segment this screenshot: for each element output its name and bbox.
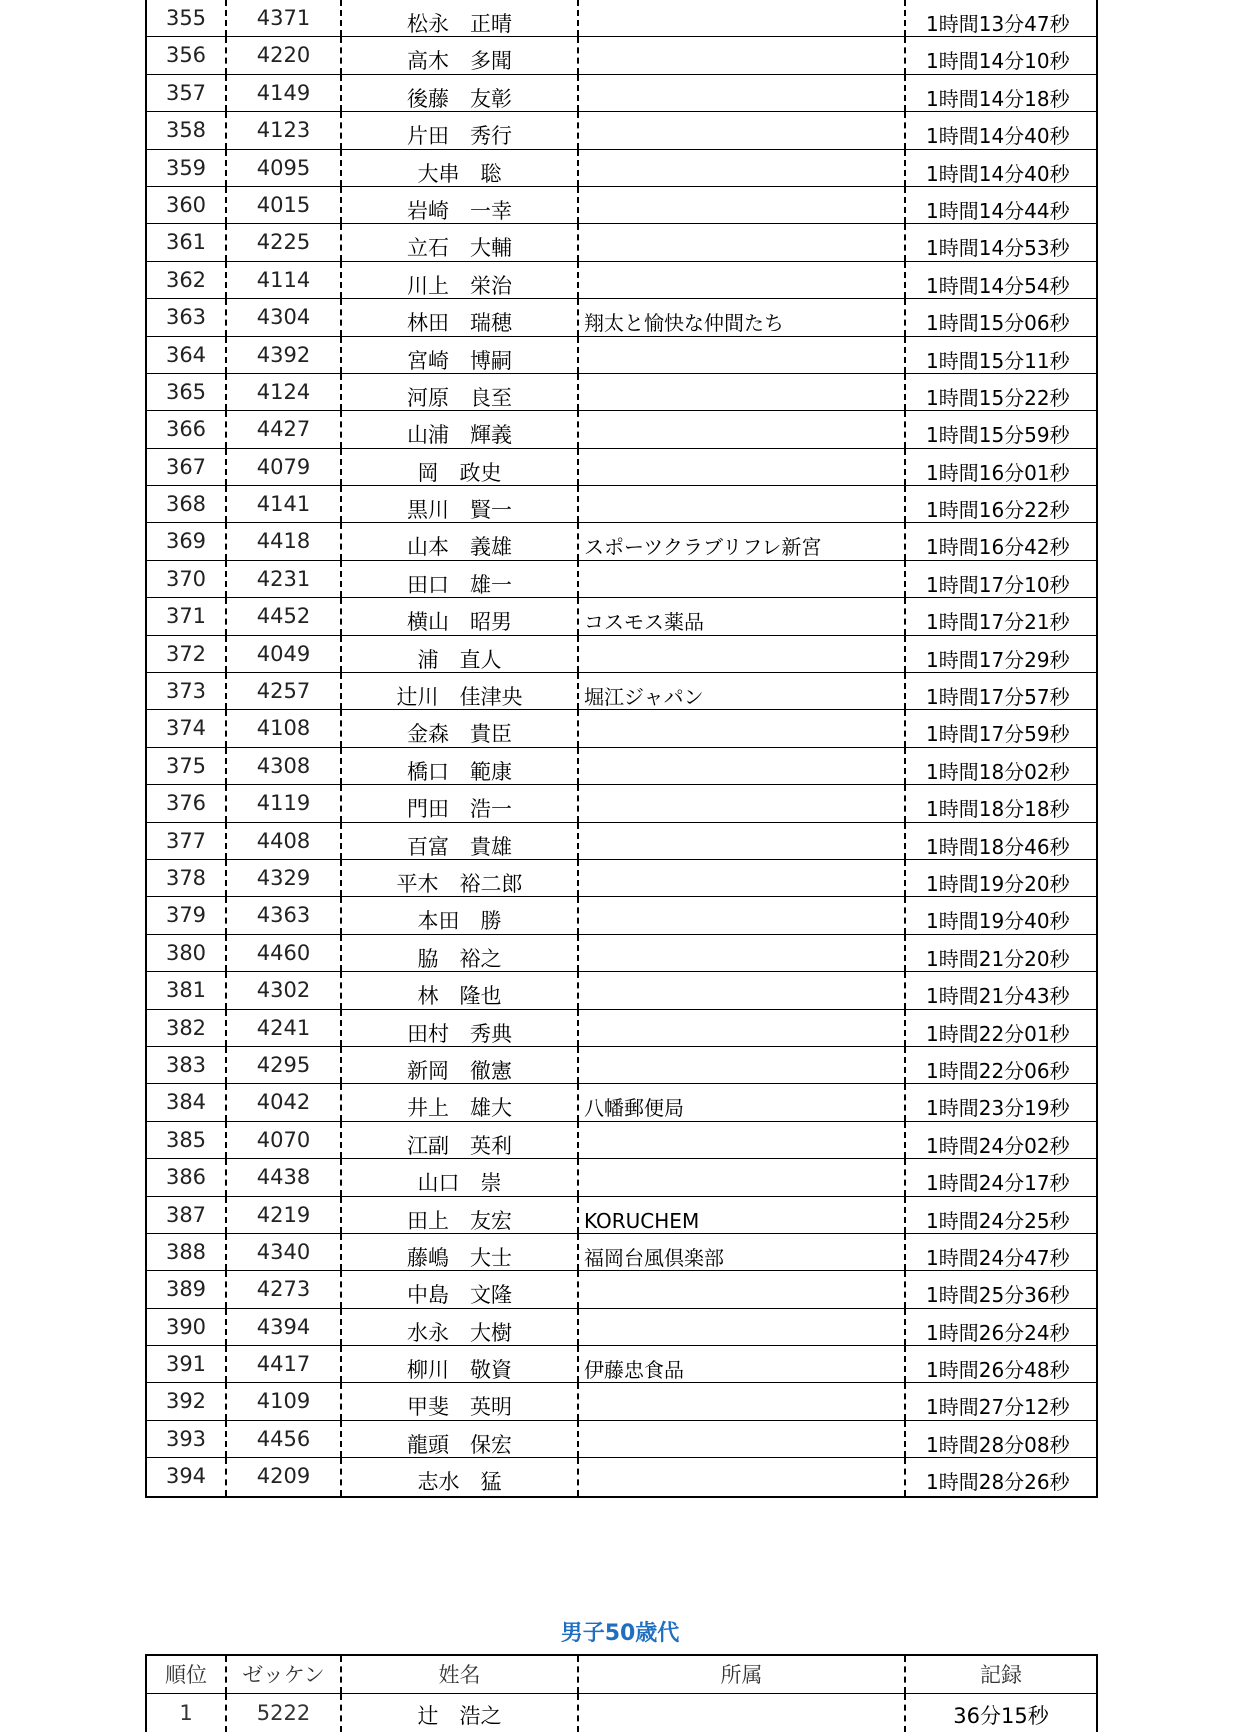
table-row bbox=[147, 1197, 1096, 1234]
bib-cell: 4427 bbox=[227, 411, 342, 447]
affiliation-cell bbox=[579, 187, 906, 223]
table-row bbox=[147, 374, 1096, 411]
rank-cell: 363 bbox=[147, 299, 227, 335]
section-table bbox=[145, 1654, 1098, 1732]
affiliation-cell: 八幡郵便局 bbox=[579, 1084, 906, 1120]
bib-cell: 4225 bbox=[227, 224, 342, 260]
time-cell: 1時間25分36秒 bbox=[926, 1283, 1070, 1308]
table-row bbox=[147, 523, 1096, 560]
name-cell: 中島 文隆 bbox=[342, 1271, 579, 1307]
rank-cell: 382 bbox=[147, 1010, 227, 1046]
time-cell: 1時間14分40秒 bbox=[926, 161, 1070, 186]
table-row bbox=[147, 972, 1096, 1009]
bib-cell: 4302 bbox=[227, 972, 342, 1008]
rank-cell: 386 bbox=[147, 1159, 227, 1195]
name-cell: 辻川 佳津央 bbox=[342, 673, 579, 709]
table-row bbox=[147, 1458, 1096, 1495]
time-cell: 1時間15分11秒 bbox=[926, 348, 1070, 373]
time-cell: 1時間22分06秒 bbox=[926, 1058, 1070, 1083]
rank-cell: 374 bbox=[147, 710, 227, 746]
rank-cell: 359 bbox=[147, 150, 227, 186]
rank-cell: 364 bbox=[147, 337, 227, 373]
rank-cell: 390 bbox=[147, 1309, 227, 1345]
bib-cell: 4257 bbox=[227, 673, 342, 709]
affiliation-cell bbox=[579, 1271, 906, 1307]
table-row bbox=[147, 224, 1096, 261]
bib-cell: 4308 bbox=[227, 748, 342, 784]
table-row bbox=[147, 1010, 1096, 1047]
name-cell: 柳川 敬資 bbox=[342, 1346, 579, 1382]
table-row bbox=[147, 75, 1096, 112]
table-row bbox=[147, 262, 1096, 299]
rank-cell: 391 bbox=[147, 1346, 227, 1382]
bib-cell: 4392 bbox=[227, 337, 342, 373]
section-title: 男子50歳代 bbox=[560, 1621, 680, 1646]
bib-cell: 4456 bbox=[227, 1421, 342, 1457]
table-row bbox=[147, 561, 1096, 598]
time-cell: 1時間27分12秒 bbox=[926, 1395, 1070, 1420]
affiliation-cell bbox=[579, 1047, 906, 1083]
rank-cell: 356 bbox=[147, 37, 227, 73]
bib-cell: 4304 bbox=[227, 299, 342, 335]
rank-cell: 371 bbox=[147, 598, 227, 634]
header-time: 記録 bbox=[980, 1663, 1022, 1687]
affiliation-cell: スポーツクラブリフレ新宮 bbox=[579, 523, 906, 559]
time-cell: 1時間15分22秒 bbox=[926, 385, 1070, 410]
name-cell: 宮崎 博嗣 bbox=[342, 337, 579, 373]
affiliation-cell bbox=[579, 374, 906, 410]
bib-cell: 4095 bbox=[227, 150, 342, 186]
table-row bbox=[147, 1122, 1096, 1159]
table-row bbox=[147, 598, 1096, 635]
time-cell: 1時間14分10秒 bbox=[926, 49, 1070, 74]
table-header-row bbox=[147, 1656, 1096, 1694]
table-row bbox=[147, 823, 1096, 860]
time-cell: 1時間17分21秒 bbox=[926, 610, 1070, 635]
time-cell: 1時間16分42秒 bbox=[926, 535, 1070, 560]
affiliation-cell: KORUCHEM bbox=[579, 1197, 906, 1233]
rank-cell: 372 bbox=[147, 636, 227, 672]
affiliation-cell bbox=[579, 1421, 906, 1457]
time-cell: 1時間14分53秒 bbox=[926, 236, 1070, 261]
affiliation-cell bbox=[579, 224, 906, 260]
name-cell: 江副 英利 bbox=[342, 1122, 579, 1158]
affiliation-cell bbox=[579, 37, 906, 73]
rank-cell: 357 bbox=[147, 75, 227, 111]
rank-cell: 370 bbox=[147, 561, 227, 597]
name-cell: 松永 正晴 bbox=[342, 0, 579, 36]
time-cell: 1時間17分29秒 bbox=[926, 647, 1070, 672]
rank-cell: 355 bbox=[147, 0, 227, 36]
table-row bbox=[147, 1383, 1096, 1420]
table-row bbox=[147, 860, 1096, 897]
bib-cell: 4340 bbox=[227, 1234, 342, 1270]
affiliation-cell: 伊藤忠食品 bbox=[579, 1346, 906, 1382]
bib-cell: 4149 bbox=[227, 75, 342, 111]
time-cell: 1時間24分47秒 bbox=[926, 1245, 1070, 1270]
rank-cell: 389 bbox=[147, 1271, 227, 1307]
affiliation-cell bbox=[579, 449, 906, 485]
table-row bbox=[147, 636, 1096, 673]
time-cell: 1時間24分25秒 bbox=[926, 1208, 1070, 1233]
name-cell: 橋口 範康 bbox=[342, 748, 579, 784]
bib-cell: 4109 bbox=[227, 1383, 342, 1419]
rank-cell: 375 bbox=[147, 748, 227, 784]
name-cell: 岩崎 一幸 bbox=[342, 187, 579, 223]
table-row bbox=[147, 710, 1096, 747]
affiliation-cell bbox=[579, 1458, 906, 1495]
time-cell: 1時間18分02秒 bbox=[926, 759, 1070, 784]
table-row bbox=[147, 0, 1096, 37]
table-row bbox=[147, 897, 1096, 934]
affiliation-cell bbox=[579, 1383, 906, 1419]
time-cell: 1時間21分43秒 bbox=[926, 984, 1070, 1009]
affiliation-cell bbox=[579, 935, 906, 971]
bib-cell: 4124 bbox=[227, 374, 342, 410]
name-cell: 横山 昭男 bbox=[342, 598, 579, 634]
bib-cell: 4079 bbox=[227, 449, 342, 485]
header-affiliation: 所属 bbox=[579, 1656, 906, 1693]
table-row bbox=[147, 337, 1096, 374]
time-cell: 1時間19分40秒 bbox=[926, 909, 1070, 934]
table-row bbox=[147, 1421, 1096, 1458]
bib-cell: 4460 bbox=[227, 935, 342, 971]
affiliation-cell bbox=[579, 1122, 906, 1158]
rank-cell: 360 bbox=[147, 187, 227, 223]
time-cell: 1時間15分59秒 bbox=[926, 423, 1070, 448]
time-cell: 1時間22分01秒 bbox=[926, 1021, 1070, 1046]
rank-cell: 385 bbox=[147, 1122, 227, 1158]
time-cell: 1時間17分10秒 bbox=[926, 572, 1070, 597]
header-name: 姓名 bbox=[342, 1656, 579, 1693]
name-cell: 林 隆也 bbox=[342, 972, 579, 1008]
bib-cell: 4273 bbox=[227, 1271, 342, 1307]
name-cell: 黒川 賢一 bbox=[342, 486, 579, 522]
table-row bbox=[147, 1234, 1096, 1271]
rank-cell: 1 bbox=[147, 1694, 227, 1732]
bib-cell: 4219 bbox=[227, 1197, 342, 1233]
bib-cell: 4209 bbox=[227, 1458, 342, 1495]
affiliation-cell bbox=[579, 150, 906, 186]
name-cell: 本田 勝 bbox=[342, 897, 579, 933]
time-cell: 1時間14分18秒 bbox=[926, 86, 1070, 111]
table-row bbox=[147, 785, 1096, 822]
rank-cell: 358 bbox=[147, 112, 227, 148]
bib-cell: 5222 bbox=[227, 1694, 342, 1732]
name-cell: 水永 大樹 bbox=[342, 1309, 579, 1345]
affiliation-cell bbox=[579, 1159, 906, 1195]
rank-cell: 377 bbox=[147, 823, 227, 859]
time-cell: 1時間21分20秒 bbox=[926, 946, 1070, 971]
affiliation-cell bbox=[579, 897, 906, 933]
bib-cell: 4108 bbox=[227, 710, 342, 746]
name-cell: 金森 貴臣 bbox=[342, 710, 579, 746]
time-cell: 1時間14分44秒 bbox=[926, 198, 1070, 223]
affiliation-cell: コスモス薬品 bbox=[579, 598, 906, 634]
table-row bbox=[147, 1271, 1096, 1308]
affiliation-cell bbox=[579, 411, 906, 447]
affiliation-cell bbox=[579, 0, 906, 36]
affiliation-cell bbox=[579, 860, 906, 896]
name-cell: 田村 秀典 bbox=[342, 1010, 579, 1046]
rank-cell: 365 bbox=[147, 374, 227, 410]
name-cell: 志水 猛 bbox=[342, 1458, 579, 1495]
bib-cell: 4371 bbox=[227, 0, 342, 36]
table-row bbox=[147, 1084, 1096, 1121]
bib-cell: 4363 bbox=[227, 897, 342, 933]
name-cell: 後藤 友彰 bbox=[342, 75, 579, 111]
time-cell: 1時間23分19秒 bbox=[926, 1096, 1070, 1121]
affiliation-cell bbox=[579, 112, 906, 148]
bib-cell: 4123 bbox=[227, 112, 342, 148]
rank-cell: 378 bbox=[147, 860, 227, 896]
affiliation-cell: 翔太と愉快な仲間たち bbox=[579, 299, 906, 335]
name-cell: 立石 大輔 bbox=[342, 224, 579, 260]
time-cell: 1時間15分06秒 bbox=[926, 311, 1070, 336]
table-row bbox=[147, 187, 1096, 224]
time-cell: 1時間24分17秒 bbox=[926, 1171, 1070, 1196]
rank-cell: 381 bbox=[147, 972, 227, 1008]
bib-cell: 4408 bbox=[227, 823, 342, 859]
time-cell: 1時間14分40秒 bbox=[926, 124, 1070, 149]
affiliation-cell bbox=[579, 262, 906, 298]
table-row bbox=[147, 299, 1096, 336]
bib-cell: 4418 bbox=[227, 523, 342, 559]
name-cell: 山本 義雄 bbox=[342, 523, 579, 559]
table-row bbox=[147, 112, 1096, 149]
affiliation-cell bbox=[579, 561, 906, 597]
rank-cell: 367 bbox=[147, 449, 227, 485]
table-row bbox=[147, 37, 1096, 74]
table-row bbox=[147, 1047, 1096, 1084]
affiliation-cell bbox=[579, 486, 906, 522]
table-row bbox=[147, 1694, 1096, 1732]
time-cell: 1時間28分08秒 bbox=[926, 1432, 1070, 1457]
rank-cell: 387 bbox=[147, 1197, 227, 1233]
affiliation-cell bbox=[579, 710, 906, 746]
bib-cell: 4119 bbox=[227, 785, 342, 821]
affiliation-cell bbox=[579, 1010, 906, 1046]
affiliation-cell bbox=[579, 1309, 906, 1345]
affiliation-cell: 福岡台風倶楽部 bbox=[579, 1234, 906, 1270]
name-cell: 田口 雄一 bbox=[342, 561, 579, 597]
table-row bbox=[147, 748, 1096, 785]
bib-cell: 4452 bbox=[227, 598, 342, 634]
rank-cell: 366 bbox=[147, 411, 227, 447]
name-cell: 藤嶋 大士 bbox=[342, 1234, 579, 1270]
time-cell: 1時間17分57秒 bbox=[926, 685, 1070, 710]
affiliation-cell bbox=[579, 785, 906, 821]
name-cell: 山浦 輝義 bbox=[342, 411, 579, 447]
rank-cell: 380 bbox=[147, 935, 227, 971]
affiliation-cell bbox=[579, 337, 906, 373]
rank-cell: 379 bbox=[147, 897, 227, 933]
rank-cell: 384 bbox=[147, 1084, 227, 1120]
name-cell: 林田 瑞穂 bbox=[342, 299, 579, 335]
bib-cell: 4241 bbox=[227, 1010, 342, 1046]
time-cell: 1時間14分54秒 bbox=[926, 273, 1070, 298]
bib-cell: 4394 bbox=[227, 1309, 342, 1345]
rank-cell: 376 bbox=[147, 785, 227, 821]
name-cell: 甲斐 英明 bbox=[342, 1383, 579, 1419]
name-cell: 高木 多聞 bbox=[342, 37, 579, 73]
rank-cell: 383 bbox=[147, 1047, 227, 1083]
bib-cell: 4042 bbox=[227, 1084, 342, 1120]
name-cell: 川上 栄治 bbox=[342, 262, 579, 298]
name-cell: 山口 崇 bbox=[342, 1159, 579, 1195]
table-row bbox=[147, 449, 1096, 486]
time-cell: 1時間24分02秒 bbox=[926, 1133, 1070, 1158]
affiliation-cell bbox=[579, 823, 906, 859]
bib-cell: 4141 bbox=[227, 486, 342, 522]
name-cell: 新岡 徹憲 bbox=[342, 1047, 579, 1083]
rank-cell: 388 bbox=[147, 1234, 227, 1270]
table-row bbox=[147, 1159, 1096, 1196]
bib-cell: 4049 bbox=[227, 636, 342, 672]
time-cell: 1時間17分59秒 bbox=[926, 722, 1070, 747]
name-cell: 門田 浩一 bbox=[342, 785, 579, 821]
rank-cell: 369 bbox=[147, 523, 227, 559]
name-cell: 片田 秀行 bbox=[342, 112, 579, 148]
bib-cell: 4114 bbox=[227, 262, 342, 298]
affiliation-cell bbox=[579, 1694, 906, 1732]
name-cell: 平木 裕二郎 bbox=[342, 860, 579, 896]
bib-cell: 4329 bbox=[227, 860, 342, 896]
name-cell: 河原 良至 bbox=[342, 374, 579, 410]
name-cell: 田上 友宏 bbox=[342, 1197, 579, 1233]
bib-cell: 4295 bbox=[227, 1047, 342, 1083]
time-cell: 1時間19分20秒 bbox=[926, 871, 1070, 896]
table-row bbox=[147, 673, 1096, 710]
table-row bbox=[147, 486, 1096, 523]
affiliation-cell bbox=[579, 748, 906, 784]
bib-cell: 4220 bbox=[227, 37, 342, 73]
bib-cell: 4231 bbox=[227, 561, 342, 597]
rank-cell: 373 bbox=[147, 673, 227, 709]
table-row bbox=[147, 935, 1096, 972]
name-cell: 大串 聡 bbox=[342, 150, 579, 186]
rank-cell: 393 bbox=[147, 1421, 227, 1457]
bib-cell: 4015 bbox=[227, 187, 342, 223]
bib-cell: 4070 bbox=[227, 1122, 342, 1158]
time-cell: 1時間26分48秒 bbox=[926, 1358, 1070, 1383]
rank-cell: 368 bbox=[147, 486, 227, 522]
results-table bbox=[145, 0, 1098, 1498]
name-cell: 百富 貴雄 bbox=[342, 823, 579, 859]
time-cell: 1時間18分46秒 bbox=[926, 834, 1070, 859]
rank-cell: 362 bbox=[147, 262, 227, 298]
time-cell: 1時間18分18秒 bbox=[926, 797, 1070, 822]
rank-cell: 392 bbox=[147, 1383, 227, 1419]
name-cell: 岡 政史 bbox=[342, 449, 579, 485]
name-cell: 井上 雄大 bbox=[342, 1084, 579, 1120]
time-cell: 1時間13分47秒 bbox=[926, 12, 1070, 36]
table-row bbox=[147, 411, 1096, 448]
bib-cell: 4417 bbox=[227, 1346, 342, 1382]
table-row bbox=[147, 150, 1096, 187]
time-cell: 1時間16分22秒 bbox=[926, 498, 1070, 523]
affiliation-cell: 堀江ジャパン bbox=[579, 673, 906, 709]
header-bib: ゼッケン bbox=[227, 1656, 342, 1693]
time-cell: 1時間26分24秒 bbox=[926, 1320, 1070, 1345]
affiliation-cell bbox=[579, 636, 906, 672]
rank-cell: 361 bbox=[147, 224, 227, 260]
time-cell: 1時間16分01秒 bbox=[926, 460, 1070, 485]
time-cell: 36分15秒 bbox=[953, 1704, 1049, 1728]
name-cell: 浦 直人 bbox=[342, 636, 579, 672]
name-cell: 龍頭 保宏 bbox=[342, 1421, 579, 1457]
table-row bbox=[147, 1309, 1096, 1346]
name-cell: 脇 裕之 bbox=[342, 935, 579, 971]
header-rank: 順位 bbox=[147, 1656, 227, 1693]
affiliation-cell bbox=[579, 75, 906, 111]
time-cell: 1時間28分26秒 bbox=[926, 1470, 1070, 1495]
rank-cell: 394 bbox=[147, 1458, 227, 1495]
bib-cell: 4438 bbox=[227, 1159, 342, 1195]
name-cell: 辻 浩之 bbox=[342, 1694, 579, 1732]
affiliation-cell bbox=[579, 972, 906, 1008]
table-row bbox=[147, 1346, 1096, 1383]
